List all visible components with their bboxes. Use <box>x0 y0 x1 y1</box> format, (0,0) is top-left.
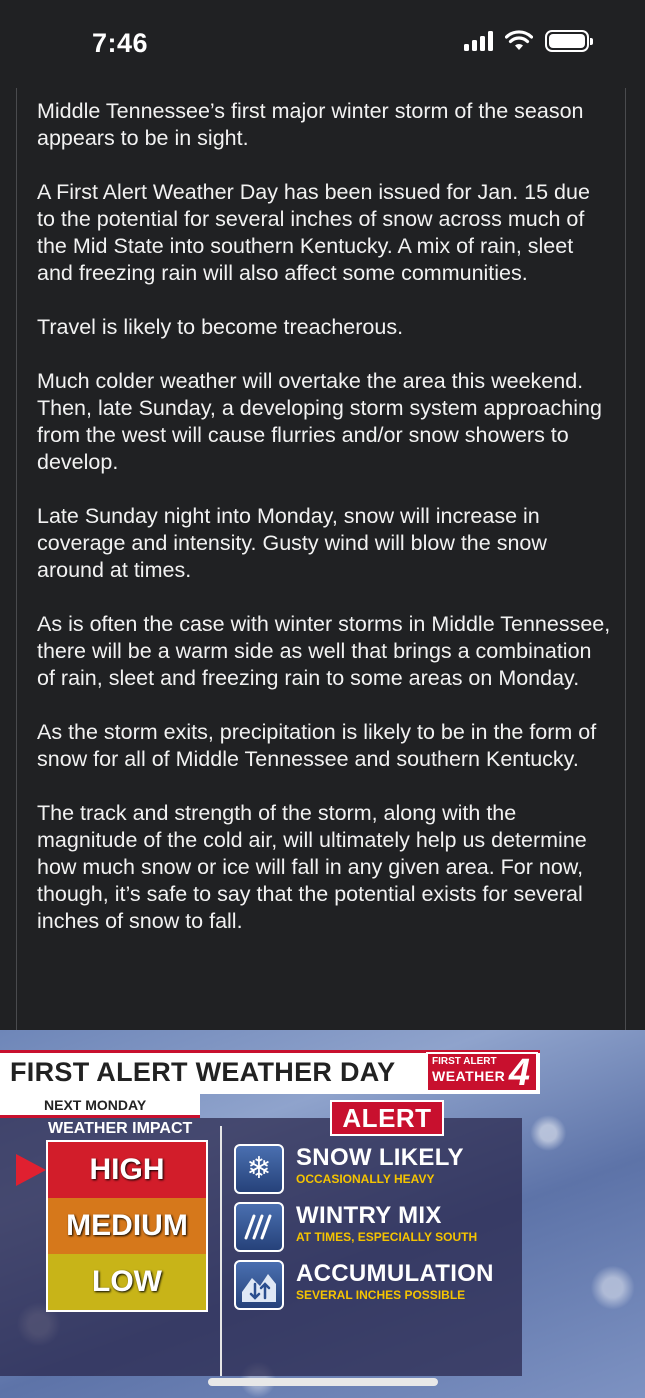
impact-level-medium: MEDIUM <box>48 1198 206 1254</box>
graphic-subheading: NEXT MONDAY <box>44 1097 147 1113</box>
graphic-subheading-bar <box>0 1094 200 1118</box>
article-paragraph: Middle Tennessee’s first major winter storm of the season appears to be in sight. <box>37 99 584 150</box>
battery-icon <box>545 30 589 52</box>
article-paragraph: As the storm exits, precipitation is likely to be in the form of snow for all of Middle Tennessee and southern Kentucky. <box>37 720 597 771</box>
article-paragraph: Much colder weather will overtake the area this weekend. Then, late Sunday, a developing storm system approaching from the west will cause flurries and/or snow showers to develop. <box>37 369 602 474</box>
alert-item-title: WINTRY MIX <box>296 1202 442 1229</box>
cellular-signal-icon <box>464 31 493 51</box>
alert-item-subtitle: SEVERAL INCHES POSSIBLE <box>296 1288 466 1302</box>
brand-number: 4 <box>508 1052 530 1094</box>
alert-item-title: SNOW LIKELY <box>296 1144 464 1171</box>
article-body <box>37 98 612 962</box>
brand-top-text: FIRST ALERT <box>432 1056 497 1067</box>
status-icons <box>464 30 589 52</box>
alert-item-subtitle: OCCASIONALLY HEAVY <box>296 1172 435 1186</box>
weather-impact-label: WEATHER IMPACT <box>48 1120 193 1137</box>
alert-item-accumulation <box>232 1258 522 1312</box>
wintry-mix-icon <box>234 1202 284 1252</box>
impact-level-scale <box>46 1140 208 1312</box>
snowflake-icon: ❄ <box>234 1144 284 1194</box>
wifi-icon <box>505 30 533 52</box>
graphic-divider <box>220 1126 222 1376</box>
alert-item-subtitle: AT TIMES, ESPECIALLY SOUTH <box>296 1230 478 1244</box>
article <box>16 88 626 1030</box>
alert-item-wintry-mix <box>232 1200 522 1254</box>
alert-item-snow <box>232 1142 522 1196</box>
graphic-headline: FIRST ALERT WEATHER DAY <box>10 1057 396 1087</box>
selected-level-pointer-icon <box>16 1154 46 1186</box>
article-paragraph: The track and strength of the storm, along with the magnitude of the cold air, will ultimately help us determine how much snow or ice will fall in any given area. For now, though, it’s safe to say that the potential exists for several inches of snow to fall. <box>37 801 587 933</box>
article-paragraph: Late Sunday night into Monday, snow will increase in coverage and intensity. Gusty wind will blow the snow around at times. <box>37 504 547 582</box>
accumulation-icon <box>234 1260 284 1310</box>
status-bar <box>0 0 645 88</box>
alert-item-title: ACCUMULATION <box>296 1260 494 1287</box>
alert-badge: ALERT <box>330 1100 444 1136</box>
article-paragraph: As is often the case with winter storms in Middle Tennessee, there will be a warm side as well that brings a combination of rain, sleet and freezing rain to some areas on Monday. <box>37 612 611 690</box>
impact-level-low: LOW <box>48 1254 206 1310</box>
first-alert-weather-4-logo <box>426 1052 538 1092</box>
impact-level-high: HIGH <box>48 1142 206 1198</box>
home-indicator[interactable] <box>208 1378 438 1386</box>
weather-graphic[interactable] <box>0 1030 645 1398</box>
status-time: 7:46 <box>92 28 149 58</box>
brand-bottom-text: WEATHER <box>432 1068 506 1084</box>
article-paragraph: Travel is likely to become treacherous. <box>37 315 404 339</box>
article-paragraph: A First Alert Weather Day has been issued for Jan. 15 due to the potential for several inches of snow across much of the Mid State into southern Kentucky. A mix of rain, sleet and freezing rain will also affect some communities. <box>37 180 590 285</box>
